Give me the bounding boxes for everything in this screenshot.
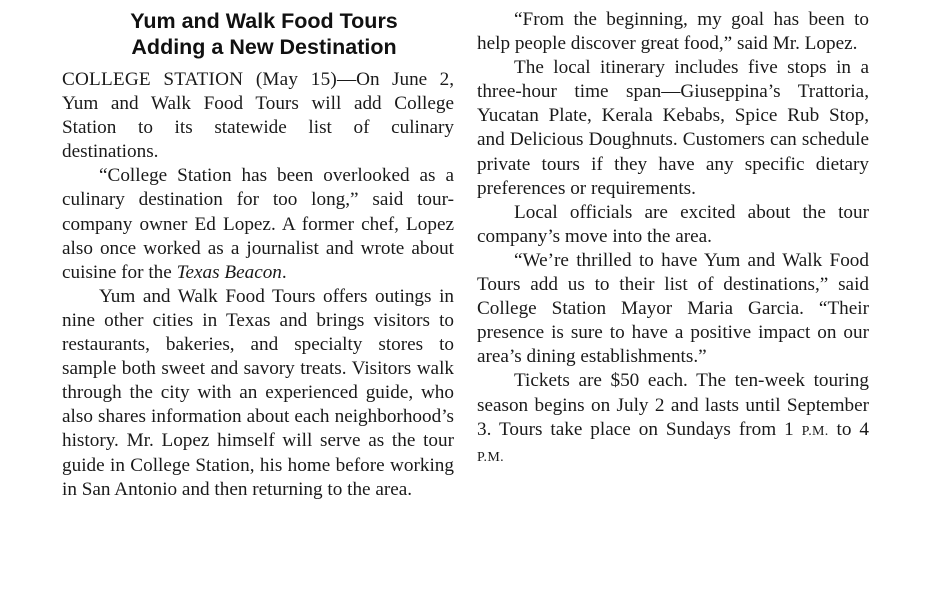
paragraph-4 xyxy=(477,8,869,56)
paragraph-6-text: Local officials are excited about the tour company’s move into the area. xyxy=(477,201,869,247)
paragraph-8-mid: to 4 xyxy=(828,418,869,440)
paragraph-3 xyxy=(62,285,454,502)
paragraph-1-text: —On June 2, Yum and Walk Food Tours will add College Station to its statewide list of culinary destinations. xyxy=(62,69,454,163)
paragraph-5 xyxy=(477,56,869,201)
left-column xyxy=(62,8,454,502)
dateline: COLLEGE STATION (May 15) xyxy=(62,69,337,90)
paragraph-6 xyxy=(477,201,869,249)
headline-line-2: Adding a New Destination xyxy=(131,35,397,59)
paragraph-8-text: Tickets are $50 each. The ten-week touring season begins on July 2 and lasts until September 3. Tours take place on Sundays from 1 xyxy=(477,370,869,440)
publication-name: Texas Beacon xyxy=(176,261,282,283)
paragraph-5-text: The local itinerary includes five stops in a three-hour time span—Giuseppina’s Trattoria, Yucatan Plate, Kerala Kebabs, Spice Rub Stop, and Delicious Doughnuts. Customers can schedule private tours if they have any specific dietary preferences or requirements. xyxy=(477,57,869,199)
paragraph-2 xyxy=(62,164,454,284)
paragraph-8 xyxy=(477,369,869,469)
paragraph-2-text: “College Station has been overlooked as a culinary destination for too long,” said tour-company owner Ed Lopez. A former chef, Lopez also once worked as a journalist and wrote about cuisine for the xyxy=(62,165,454,283)
paragraph-4-text: “From the beginning, my goal has been to help people discover great food,” said Mr. Lopez. xyxy=(477,9,869,55)
headline-line-1: Yum and Walk Food Tours xyxy=(130,9,398,33)
time-pm-end: P.M. xyxy=(477,449,504,465)
paragraph-3-text: Yum and Walk Food Tours offers outings in nine other cities in Texas and brings visitors to restaurants, bakeries, and specialty stores to sample both sweet and savory treats. Visitors walk through the city with an experienced guide, who also shares information about each neighborhood’s history. Mr. Lopez himself will serve as the tour guide in College Station, his home before working in San Antonio and then returning to the area. xyxy=(62,285,454,500)
time-pm-start: P.M. xyxy=(801,423,829,439)
right-column xyxy=(477,8,869,470)
paragraph-1 xyxy=(62,68,454,164)
headline xyxy=(62,8,454,60)
paragraph-7 xyxy=(477,249,869,369)
paragraph-2-end: . xyxy=(281,261,287,283)
paragraph-7-text: “We’re thrilled to have Yum and Walk Food Tours add us to their list of destinations,” said College Station Mayor Maria Garcia. “Their presence is sure to have a positive impact on our area’s dining establishments.” xyxy=(477,249,869,368)
